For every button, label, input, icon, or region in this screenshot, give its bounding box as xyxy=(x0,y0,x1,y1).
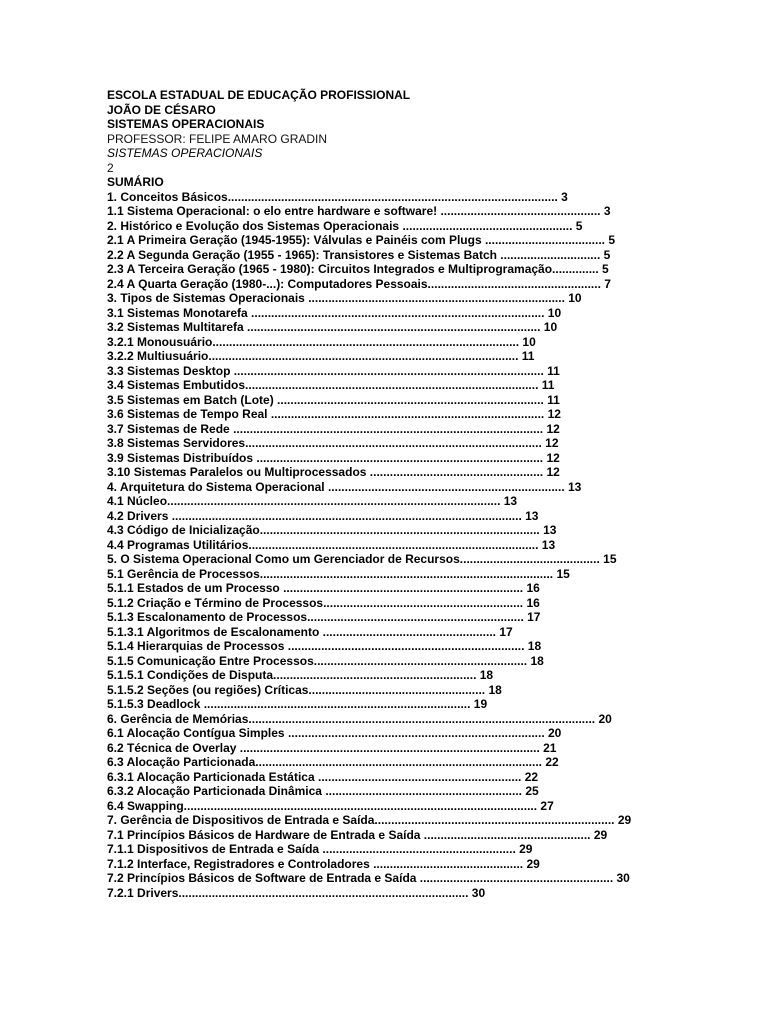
toc-entry[interactable]: 2.4 A Quarta Geração (1980-...): Computadores Pessoais.................................................... 7 xyxy=(107,276,611,291)
toc-entry[interactable]: 3.2.1 Monousuário............................................................................................ 10 xyxy=(107,334,536,349)
course-title: SISTEMAS OPERACIONAIS xyxy=(107,117,265,131)
toc-entry[interactable]: 3.5 Sistemas em Batch (Lote) ................................................................................ 11 xyxy=(107,392,560,407)
toc-entry[interactable]: 6.2 Técnica de Overlay .......................................................................................... 21 xyxy=(107,740,557,755)
toc-entry[interactable]: 3.10 Sistemas Paralelos ou Multiprocessados .................................................... 12 xyxy=(107,465,560,479)
table-of-contents xyxy=(107,190,667,901)
toc-entry[interactable]: 5.1.5 Comunicação Entre Processos................................................................ 18 xyxy=(107,653,544,668)
toc-entry[interactable]: 7.1.1 Dispositivos de Entrada e Saída .......................................................... 29 xyxy=(107,842,533,856)
toc-entry[interactable]: 5.1.3 Escalonamento de Processos................................................................. 17 xyxy=(107,610,541,624)
toc-entry[interactable]: 5.1.5.3 Deadlock ................................................................................ 19 xyxy=(107,697,488,711)
document-content xyxy=(107,88,667,900)
school-name: ESCOLA ESTADUAL DE EDUCAÇÃO PROFISSIONAL xyxy=(107,88,411,102)
document-subtitle: SISTEMAS OPERACIONAIS xyxy=(107,146,263,160)
toc-entry[interactable]: 6.4 Swapping.......................................................................................................... 27 xyxy=(107,798,554,813)
toc-entry[interactable]: 4. Arquitetura do Sistema Operacional ....................................................................... 13 xyxy=(107,479,582,494)
toc-entry[interactable]: 5.1.1 Estados de um Processo ........................................................................ 16 xyxy=(107,581,540,595)
toc-title: SUMÁRIO xyxy=(107,175,164,189)
toc-entry[interactable]: 3.8 Sistemas Servidores......................................................................................... 12 xyxy=(107,436,559,450)
toc-entry[interactable]: 5.1.5.2 Seções (ou regiões) Críticas..................................................... 18 xyxy=(107,682,502,697)
toc-entry[interactable]: 2.3 A Terceira Geração (1965 - 1980): Circuitos Integrados e Multiprogramação.............. 5 xyxy=(107,262,609,276)
toc-entry[interactable]: 3.2.2 Multiusuário............................................................................................. 11 xyxy=(107,349,535,363)
toc-entry[interactable]: 7.1 Princípios Básicos de Hardware de Entrada e Saída .................................................. 29 xyxy=(107,827,608,842)
toc-entry[interactable]: 7.2.1 Drivers....................................................................................... 30 xyxy=(107,885,486,900)
school-person-name: JOÃO DE CÉSARO xyxy=(107,102,216,117)
toc-entry[interactable]: 6. Gerência de Memórias........................................................................................................ 20 xyxy=(107,711,612,726)
toc-entry[interactable]: 3.2 Sistemas Multitarefa ........................................................................................ 10 xyxy=(107,320,558,334)
toc-entry[interactable]: 3.6 Sistemas de Tempo Real .................................................................................. 12 xyxy=(107,407,561,421)
toc-entry[interactable]: 4.3 Código de Inicialização.................................................................................... 13 xyxy=(107,523,557,537)
toc-entry[interactable]: 3.9 Sistemas Distribuídos ...................................................................................... 12 xyxy=(107,450,560,465)
toc-entry[interactable]: 7. Gerência de Dispositivos de Entrada e Saída........................................................................ 29 xyxy=(107,813,632,827)
toc-entry[interactable]: 5.1.5.1 Condições de Disputa............................................................. 18 xyxy=(107,668,494,682)
toc-entry[interactable]: 1. Conceitos Básicos................................................................................................... 3 xyxy=(107,189,568,204)
page-number: 2 xyxy=(107,160,114,175)
toc-entry[interactable]: 2.1 A Primeira Geração (1945-1955): Válvulas e Painéis com Plugs .................................... 5 xyxy=(107,233,616,247)
toc-entry[interactable]: 6.3.2 Alocação Particionada Dinâmica ........................................................... 25 xyxy=(107,784,539,798)
toc-entry[interactable]: 2. Histórico e Evolução dos Sistemas Operacionais ................................................... 5 xyxy=(107,218,583,233)
toc-entry[interactable]: 7.1.2 Interface, Registradores e Controladores ............................................. 29 xyxy=(107,856,540,871)
toc-entry[interactable]: 3. Tipos de Sistemas Operacionais ............................................................................. 10 xyxy=(107,291,582,305)
toc-entry[interactable]: 3.7 Sistemas de Rede ............................................................................................. 12 xyxy=(107,421,560,436)
toc-entry[interactable]: 4.1 Núcleo.................................................................................................... 13 xyxy=(107,494,518,508)
toc-entry[interactable]: 5.1 Gerência de Processos........................................................................................ 15 xyxy=(107,566,570,581)
toc-entry[interactable]: 6.1 Alocação Contígua Simples ............................................................................. 20 xyxy=(107,726,562,740)
toc-entry[interactable]: 1.1 Sistema Operacional: o elo entre hardware e software! ................................................ 3 xyxy=(107,204,611,218)
toc-entry[interactable]: 3.1 Sistemas Monotarefa ........................................................................................ 10 xyxy=(107,305,562,320)
toc-entry[interactable]: 3.3 Sistemas Desktop ............................................................................................. 11 xyxy=(107,363,560,378)
professor-line: PROFESSOR: FELIPE AMARO GRADIN xyxy=(107,131,328,146)
toc-entry[interactable]: 5.1.4 Hierarquias de Processos ....................................................................... 18 xyxy=(107,639,542,653)
toc-entry[interactable]: 6.3 Alocação Particionada...................................................................................... 22 xyxy=(107,755,559,769)
toc-entry[interactable]: 3.4 Sistemas Embutidos........................................................................................ 11 xyxy=(107,378,555,392)
toc-entry[interactable]: 4.2 Drivers ......................................................................................................... 13 xyxy=(107,508,539,523)
toc-entry[interactable]: 2.2 A Segunda Geração (1955 - 1965): Transistores e Sistemas Batch .............................. 5 xyxy=(107,247,611,262)
toc-entry[interactable]: 5.1.2 Criação e Término de Processos............................................................ 16 xyxy=(107,595,540,610)
toc-entry[interactable]: 6.3.1 Alocação Particionada Estática ............................................................. 22 xyxy=(107,769,539,784)
toc-entry[interactable]: 4.4 Programas Utilitários....................................................................................... 13 xyxy=(107,537,556,552)
toc-entry[interactable]: 7.2 Princípios Básicos de Software de Entrada e Saída .......................................................... 30 xyxy=(107,871,630,885)
toc-entry[interactable]: 5. O Sistema Operacional Como um Gerenciador de Recursos.......................................... 15 xyxy=(107,552,617,566)
toc-entry[interactable]: 5.1.3.1 Algoritmos de Escalonamento .................................................... 17 xyxy=(107,624,513,639)
